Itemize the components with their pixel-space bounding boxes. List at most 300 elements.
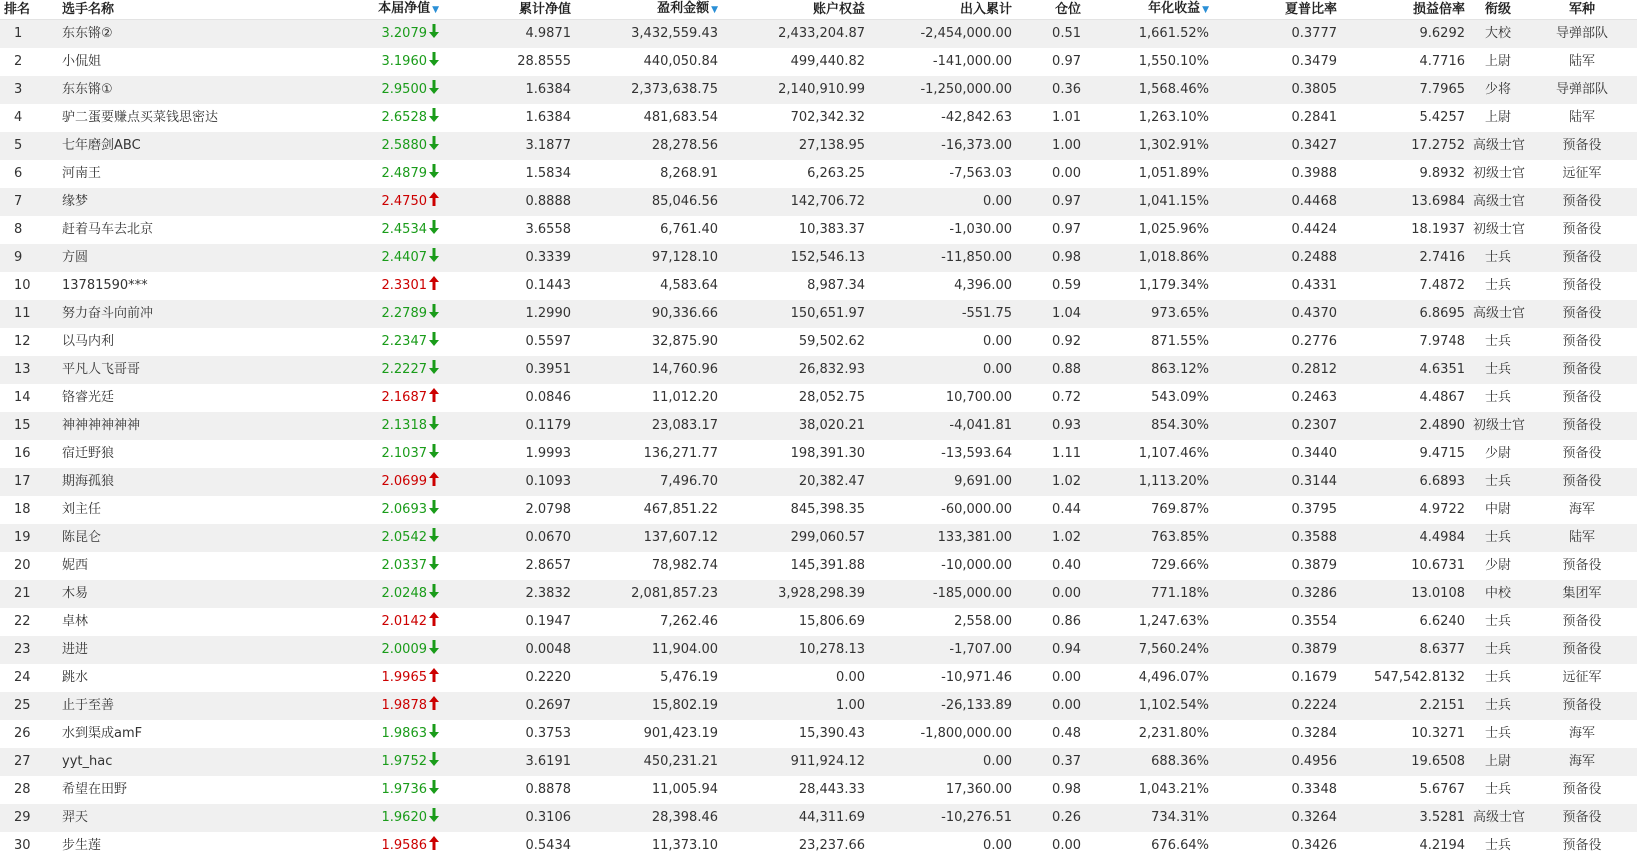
header-grade[interactable]: 衔级 (1469, 0, 1527, 20)
cell-branch: 导弹部队 (1527, 76, 1637, 104)
cell-name[interactable]: 13781590*** (48, 272, 288, 300)
cell-nav (288, 76, 443, 104)
cell-rank: 14 (0, 384, 48, 412)
cell-profit: 23,083.17 (575, 412, 722, 440)
cell-name[interactable]: 水到渠成amF (48, 720, 288, 748)
cell-annual: 1,107.46% (1085, 440, 1213, 468)
table-row[interactable] (0, 552, 1637, 580)
cell-name[interactable]: 缘梦 (48, 188, 288, 216)
cell-position: 0.86 (1016, 608, 1085, 636)
cell-annual: 1,018.86% (1085, 244, 1213, 272)
cell-annual: 1,179.34% (1085, 272, 1213, 300)
cell-sharpe: 0.3440 (1213, 440, 1341, 468)
cell-nav (288, 832, 443, 860)
cell-profit: 2,373,638.75 (575, 76, 722, 104)
cell-grade: 高级士官 (1469, 132, 1527, 160)
arrow-down-icon (429, 444, 439, 458)
cell-flow: -2,454,000.00 (869, 20, 1016, 49)
cell-equity: 152,546.13 (722, 244, 869, 272)
cell-rank: 1 (0, 20, 48, 49)
cell-annual: 1,041.15% (1085, 188, 1213, 216)
table-row[interactable] (0, 132, 1637, 160)
cell-pl-ratio: 2.2151 (1341, 692, 1469, 720)
cell-equity: 3,928,298.39 (722, 580, 869, 608)
cell-nav (288, 468, 443, 496)
header-cum-nav[interactable]: 累计净值 (443, 0, 575, 20)
cell-sharpe: 0.4468 (1213, 188, 1341, 216)
cell-rank: 25 (0, 692, 48, 720)
arrow-down-icon (429, 332, 439, 346)
arrow-down-icon (429, 304, 439, 318)
header-branch[interactable]: 军种 (1527, 0, 1637, 20)
cell-profit: 4,583.64 (575, 272, 722, 300)
table-row[interactable] (0, 412, 1637, 440)
cell-name[interactable]: 平凡人飞哥哥 (48, 356, 288, 384)
cell-name[interactable]: 铬睿光廷 (48, 384, 288, 412)
cell-pl-ratio: 5.6767 (1341, 776, 1469, 804)
nav-value: 2.2227 (382, 362, 428, 377)
arrow-up-icon (429, 696, 439, 710)
arrow-down-icon (429, 108, 439, 122)
table-row[interactable] (0, 580, 1637, 608)
table-row[interactable] (0, 608, 1637, 636)
cell-rank: 4 (0, 104, 48, 132)
table-row[interactable] (0, 188, 1637, 216)
cell-position: 0.48 (1016, 720, 1085, 748)
cell-branch: 预备役 (1527, 832, 1637, 860)
arrow-down-icon (429, 164, 439, 178)
cell-rank: 11 (0, 300, 48, 328)
cell-equity: 44,311.69 (722, 804, 869, 832)
cell-rank: 23 (0, 636, 48, 664)
cell-equity: 27,138.95 (722, 132, 869, 160)
table-row[interactable] (0, 524, 1637, 552)
cell-flow: -10,276.51 (869, 804, 1016, 832)
cell-cum-nav: 4.9871 (443, 20, 575, 49)
cell-branch: 预备役 (1527, 384, 1637, 412)
arrow-up-icon (429, 668, 439, 682)
cell-cum-nav: 0.0048 (443, 636, 575, 664)
header-name[interactable]: 选手名称 (48, 0, 288, 20)
cell-equity: 198,391.30 (722, 440, 869, 468)
cell-profit: 28,278.56 (575, 132, 722, 160)
cell-pl-ratio: 7.4872 (1341, 272, 1469, 300)
cell-cum-nav: 0.3339 (443, 244, 575, 272)
table-row[interactable] (0, 748, 1637, 776)
cell-cum-nav: 1.2990 (443, 300, 575, 328)
cell-annual: 871.55% (1085, 328, 1213, 356)
table-row[interactable] (0, 804, 1637, 832)
cell-flow: -1,030.00 (869, 216, 1016, 244)
cell-profit: 467,851.22 (575, 496, 722, 524)
cell-pl-ratio: 4.9722 (1341, 496, 1469, 524)
table-row[interactable] (0, 20, 1637, 49)
cell-equity: 0.00 (722, 664, 869, 692)
cell-grade: 士兵 (1469, 832, 1527, 860)
cell-profit: 2,081,857.23 (575, 580, 722, 608)
cell-grade: 士兵 (1469, 636, 1527, 664)
cell-position: 0.59 (1016, 272, 1085, 300)
cell-profit: 11,005.94 (575, 776, 722, 804)
arrow-down-icon (429, 416, 439, 430)
table-row[interactable] (0, 636, 1637, 664)
cell-pl-ratio: 6.6893 (1341, 468, 1469, 496)
cell-sharpe: 0.3879 (1213, 636, 1341, 664)
cell-flow: -42,842.63 (869, 104, 1016, 132)
cell-equity: 26,832.93 (722, 356, 869, 384)
cell-name[interactable]: 七年磨剑ABC (48, 132, 288, 160)
cell-equity: 2,140,910.99 (722, 76, 869, 104)
cell-annual: 1,302.91% (1085, 132, 1213, 160)
cell-name[interactable]: 河南王 (48, 160, 288, 188)
cell-position: 0.00 (1016, 580, 1085, 608)
cell-sharpe: 0.3286 (1213, 580, 1341, 608)
cell-nav (288, 524, 443, 552)
arrow-down-icon (429, 640, 439, 654)
cell-nav (288, 216, 443, 244)
cell-nav (288, 384, 443, 412)
cell-name[interactable]: 东东锵② (48, 20, 288, 49)
cell-position: 0.97 (1016, 188, 1085, 216)
cell-grade: 士兵 (1469, 692, 1527, 720)
cell-equity: 15,390.43 (722, 720, 869, 748)
table-row[interactable] (0, 832, 1637, 860)
cell-profit: 137,607.12 (575, 524, 722, 552)
cell-annual: 769.87% (1085, 496, 1213, 524)
arrow-up-icon (429, 276, 439, 290)
sort-down-triangle-icon[interactable]: ▼ (1202, 5, 1209, 15)
cell-equity: 150,651.97 (722, 300, 869, 328)
cell-nav (288, 48, 443, 76)
cell-equity: 299,060.57 (722, 524, 869, 552)
cell-cum-nav: 28.8555 (443, 48, 575, 76)
nav-value: 2.0248 (382, 586, 428, 601)
cell-name[interactable]: 止于至善 (48, 692, 288, 720)
arrow-down-icon (429, 556, 439, 570)
cell-rank: 19 (0, 524, 48, 552)
cell-flow: -13,593.64 (869, 440, 1016, 468)
cell-name[interactable]: 进进 (48, 636, 288, 664)
cell-rank: 5 (0, 132, 48, 160)
table-row[interactable] (0, 244, 1637, 272)
cell-cum-nav: 0.5434 (443, 832, 575, 860)
header-rank[interactable]: 排名 (0, 0, 48, 20)
cell-profit: 8,268.91 (575, 160, 722, 188)
cell-name[interactable]: 期海孤狼 (48, 468, 288, 496)
cell-rank: 16 (0, 440, 48, 468)
cell-annual: 734.31% (1085, 804, 1213, 832)
header-equity[interactable]: 账户权益 (722, 0, 869, 20)
table-row[interactable] (0, 300, 1637, 328)
cell-profit: 6,761.40 (575, 216, 722, 244)
nav-value: 2.5880 (382, 138, 428, 153)
cell-pl-ratio: 17.2752 (1341, 132, 1469, 160)
table-row[interactable] (0, 76, 1637, 104)
cell-position: 1.11 (1016, 440, 1085, 468)
cell-annual: 1,113.20% (1085, 468, 1213, 496)
cell-name[interactable]: 东东锵① (48, 76, 288, 104)
arrow-up-icon (429, 472, 439, 486)
cell-branch: 预备役 (1527, 188, 1637, 216)
arrow-down-icon (429, 80, 439, 94)
cell-cum-nav: 0.1947 (443, 608, 575, 636)
table-row[interactable] (0, 216, 1637, 244)
arrow-up-icon (429, 192, 439, 206)
nav-value: 3.2079 (382, 26, 428, 41)
cell-name[interactable]: 希望在田野 (48, 776, 288, 804)
cell-branch: 预备役 (1527, 412, 1637, 440)
table-row[interactable] (0, 272, 1637, 300)
cell-name[interactable]: yyt_hac (48, 748, 288, 776)
cell-sharpe: 0.3879 (1213, 552, 1341, 580)
cell-name[interactable]: 羿天 (48, 804, 288, 832)
cell-position: 0.00 (1016, 160, 1085, 188)
nav-value: 2.0699 (382, 474, 428, 489)
table-row[interactable] (0, 692, 1637, 720)
cell-grade: 士兵 (1469, 328, 1527, 356)
cell-rank: 22 (0, 608, 48, 636)
cell-branch: 海军 (1527, 496, 1637, 524)
cell-annual: 1,025.96% (1085, 216, 1213, 244)
cell-branch: 海军 (1527, 720, 1637, 748)
cell-rank: 3 (0, 76, 48, 104)
cell-grade: 少将 (1469, 76, 1527, 104)
cell-name[interactable]: 木易 (48, 580, 288, 608)
cell-cum-nav: 2.8657 (443, 552, 575, 580)
cell-sharpe: 0.4956 (1213, 748, 1341, 776)
cell-pl-ratio: 10.6731 (1341, 552, 1469, 580)
table-row[interactable] (0, 776, 1637, 804)
cell-position: 0.72 (1016, 384, 1085, 412)
cell-flow: -4,041.81 (869, 412, 1016, 440)
cell-branch: 预备役 (1527, 608, 1637, 636)
cell-name[interactable]: 以马内利 (48, 328, 288, 356)
cell-nav (288, 720, 443, 748)
cell-profit: 3,432,559.43 (575, 20, 722, 49)
cell-branch: 导弹部队 (1527, 20, 1637, 49)
cell-pl-ratio: 4.4984 (1341, 524, 1469, 552)
cell-sharpe: 0.3264 (1213, 804, 1341, 832)
cell-pl-ratio: 6.8695 (1341, 300, 1469, 328)
cell-cum-nav: 0.5597 (443, 328, 575, 356)
cell-pl-ratio: 8.6377 (1341, 636, 1469, 664)
cell-nav (288, 580, 443, 608)
cell-grade: 士兵 (1469, 384, 1527, 412)
cell-profit: 90,336.66 (575, 300, 722, 328)
cell-cum-nav: 0.1093 (443, 468, 575, 496)
table-row[interactable] (0, 48, 1637, 76)
cell-flow: 0.00 (869, 356, 1016, 384)
cell-rank: 21 (0, 580, 48, 608)
cell-cum-nav: 0.3951 (443, 356, 575, 384)
cell-name[interactable]: 方圆 (48, 244, 288, 272)
cell-rank: 10 (0, 272, 48, 300)
cell-profit: 450,231.21 (575, 748, 722, 776)
nav-value: 2.3301 (382, 278, 428, 293)
cell-position: 0.51 (1016, 20, 1085, 49)
cell-profit: 85,046.56 (575, 188, 722, 216)
cell-pl-ratio: 4.2194 (1341, 832, 1469, 860)
cell-nav (288, 244, 443, 272)
cell-position: 1.02 (1016, 524, 1085, 552)
cell-pl-ratio: 7.9748 (1341, 328, 1469, 356)
cell-profit: 78,982.74 (575, 552, 722, 580)
header-annual[interactable] (1085, 0, 1213, 20)
header-position[interactable]: 仓位 (1016, 0, 1085, 20)
cell-name[interactable]: 陈昆仑 (48, 524, 288, 552)
cell-grade: 士兵 (1469, 664, 1527, 692)
cell-name[interactable]: 妮西 (48, 552, 288, 580)
cell-position: 0.94 (1016, 636, 1085, 664)
cell-equity: 23,237.66 (722, 832, 869, 860)
cell-branch: 预备役 (1527, 272, 1637, 300)
nav-value: 2.4750 (382, 194, 428, 209)
cell-name[interactable]: 宿迁野狼 (48, 440, 288, 468)
table-header-row (0, 0, 1637, 20)
header-pl-ratio[interactable]: 损益倍率 (1341, 0, 1469, 20)
cell-cum-nav: 0.3753 (443, 720, 575, 748)
cell-annual: 676.64% (1085, 832, 1213, 860)
cell-position: 0.36 (1016, 76, 1085, 104)
cell-equity: 20,382.47 (722, 468, 869, 496)
cell-branch: 预备役 (1527, 244, 1637, 272)
table-row[interactable] (0, 160, 1637, 188)
cell-name[interactable]: 跳水 (48, 664, 288, 692)
arrow-down-icon (429, 752, 439, 766)
cell-grade: 士兵 (1469, 608, 1527, 636)
cell-name[interactable]: 步生莲 (48, 832, 288, 860)
cell-flow: -7,563.03 (869, 160, 1016, 188)
cell-profit: 11,373.10 (575, 832, 722, 860)
header-nav[interactable] (288, 0, 443, 20)
arrow-up-icon (429, 612, 439, 626)
cell-branch: 海军 (1527, 748, 1637, 776)
table-row[interactable] (0, 104, 1637, 132)
sort-down-triangle-icon[interactable]: ▼ (432, 5, 439, 15)
table-row[interactable] (0, 664, 1637, 692)
table-row[interactable] (0, 328, 1637, 356)
cell-profit: 7,262.46 (575, 608, 722, 636)
cell-nav (288, 328, 443, 356)
nav-value: 2.1037 (382, 446, 428, 461)
cell-profit: 440,050.84 (575, 48, 722, 76)
arrow-down-icon (429, 136, 439, 150)
cell-name[interactable]: 赶着马车去北京 (48, 216, 288, 244)
cell-annual: 1,661.52% (1085, 20, 1213, 49)
arrow-down-icon (429, 220, 439, 234)
cell-annual: 854.30% (1085, 412, 1213, 440)
cell-cum-nav: 0.0846 (443, 384, 575, 412)
cell-sharpe: 0.2307 (1213, 412, 1341, 440)
cell-profit: 7,496.70 (575, 468, 722, 496)
cell-nav (288, 636, 443, 664)
cell-name[interactable]: 刘主任 (48, 496, 288, 524)
cell-rank: 6 (0, 160, 48, 188)
cell-name[interactable]: 驴二蛋要赚点买菜钱思密达 (48, 104, 288, 132)
cell-cum-nav: 1.5834 (443, 160, 575, 188)
cell-cum-nav: 3.6191 (443, 748, 575, 776)
nav-value: 2.6528 (382, 110, 428, 125)
cell-cum-nav: 3.1877 (443, 132, 575, 160)
cell-rank: 2 (0, 48, 48, 76)
table-row[interactable] (0, 440, 1637, 468)
header-flow[interactable]: 出入累计 (869, 0, 1016, 20)
sort-down-triangle-icon[interactable]: ▼ (711, 5, 718, 15)
cell-grade: 士兵 (1469, 720, 1527, 748)
cell-grade: 初级士官 (1469, 160, 1527, 188)
cell-name[interactable]: 神神神神神神 (48, 412, 288, 440)
header-nav-label: 本届净值 (378, 1, 430, 16)
cell-grade: 士兵 (1469, 272, 1527, 300)
cell-flow: 2,558.00 (869, 608, 1016, 636)
cell-pl-ratio: 4.4867 (1341, 384, 1469, 412)
cell-pl-ratio: 7.7965 (1341, 76, 1469, 104)
cell-branch: 预备役 (1527, 328, 1637, 356)
table-row[interactable] (0, 356, 1637, 384)
cell-flow: 0.00 (869, 188, 1016, 216)
cell-name[interactable]: 卓林 (48, 608, 288, 636)
cell-equity: 10,278.13 (722, 636, 869, 664)
cell-position: 0.44 (1016, 496, 1085, 524)
cell-annual: 4,496.07% (1085, 664, 1213, 692)
cell-grade: 少尉 (1469, 440, 1527, 468)
cell-branch: 预备役 (1527, 356, 1637, 384)
cell-branch: 预备役 (1527, 132, 1637, 160)
nav-value: 1.9863 (382, 726, 428, 741)
nav-value: 2.1318 (382, 418, 428, 433)
cell-rank: 18 (0, 496, 48, 524)
cell-annual: 1,051.89% (1085, 160, 1213, 188)
cell-pl-ratio: 13.6984 (1341, 188, 1469, 216)
cell-position: 1.04 (1016, 300, 1085, 328)
nav-value: 2.4407 (382, 250, 428, 265)
cell-pl-ratio: 9.4715 (1341, 440, 1469, 468)
arrow-down-icon (429, 584, 439, 598)
nav-value: 1.9878 (382, 698, 428, 713)
cell-rank: 24 (0, 664, 48, 692)
nav-value: 2.2347 (382, 334, 428, 349)
cell-flow: 9,691.00 (869, 468, 1016, 496)
cell-flow: -141,000.00 (869, 48, 1016, 76)
table-row[interactable] (0, 720, 1637, 748)
cell-cum-nav: 0.0670 (443, 524, 575, 552)
cell-sharpe: 0.3554 (1213, 608, 1341, 636)
table-row[interactable] (0, 384, 1637, 412)
table-row[interactable] (0, 468, 1637, 496)
cell-position: 0.92 (1016, 328, 1085, 356)
nav-value: 2.0542 (382, 530, 428, 545)
header-sharpe[interactable]: 夏普比率 (1213, 0, 1341, 20)
cell-name[interactable]: 努力奋斗向前冲 (48, 300, 288, 328)
nav-value: 1.9620 (382, 810, 428, 825)
cell-position: 0.40 (1016, 552, 1085, 580)
cell-equity: 15,806.69 (722, 608, 869, 636)
nav-value: 2.1687 (382, 390, 428, 405)
cell-sharpe: 0.3348 (1213, 776, 1341, 804)
cell-name[interactable]: 小侃姐 (48, 48, 288, 76)
cell-sharpe: 0.3588 (1213, 524, 1341, 552)
cell-annual: 543.09% (1085, 384, 1213, 412)
cell-flow: -1,250,000.00 (869, 76, 1016, 104)
header-profit[interactable] (575, 0, 722, 20)
cell-rank: 27 (0, 748, 48, 776)
cell-equity: 8,987.34 (722, 272, 869, 300)
cell-equity: 1.00 (722, 692, 869, 720)
table-row[interactable] (0, 496, 1637, 524)
cell-cum-nav: 0.8878 (443, 776, 575, 804)
cell-pl-ratio: 9.6292 (1341, 20, 1469, 49)
cell-nav (288, 132, 443, 160)
